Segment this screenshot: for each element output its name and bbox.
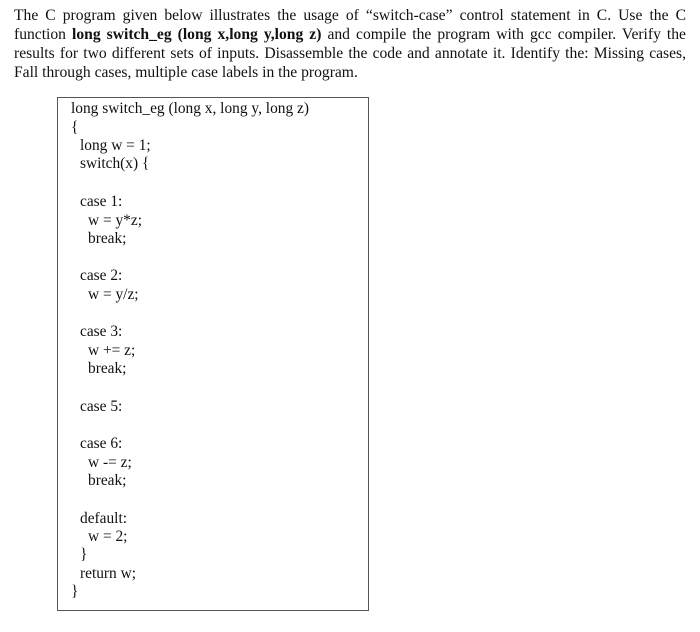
code-case3-break: break; <box>88 360 127 377</box>
code-switch-open: switch(x) { <box>80 155 150 172</box>
code-default-statement: w = 2; <box>88 528 128 545</box>
code-declaration: long w = 1; <box>80 137 151 154</box>
question-text <box>14 6 686 82</box>
code-case1-statement: w = y*z; <box>88 212 142 229</box>
code-listing-box <box>57 97 369 611</box>
code-function-signature: long switch_eg (long x, long y, long z) <box>71 100 309 117</box>
code-case1-break: break; <box>88 230 127 247</box>
code-return-statement: return w; <box>80 565 136 582</box>
code-case6-break: break; <box>88 472 127 489</box>
code-case3-statement: w += z; <box>88 342 136 359</box>
code-close-brace: } <box>71 583 79 600</box>
function-signature-bold: long switch_eg (long x,long y,long z) <box>72 26 322 43</box>
code-case2-statement: w = y/z; <box>88 286 139 303</box>
code-case6-statement: w -= z; <box>88 454 132 471</box>
question-rest: and compile the program with gcc compiler. Verify the results for two different sets of inputs. Disassemble the code and annotate it. Identify the: Missing cases, Fall through cases, multiple case labels in the program. <box>14 26 686 81</box>
code-case5-label: case 5: <box>80 398 123 415</box>
code-open-brace: { <box>71 119 79 136</box>
code-case6-label: case 6: <box>80 435 123 452</box>
code-switch-close: } <box>80 546 88 563</box>
code-case2-label: case 2: <box>80 267 123 284</box>
code-default-label: default: <box>80 510 128 527</box>
code-case3-label: case 3: <box>80 323 123 340</box>
question-intro: The C program given below illustrates the usage of “switch-case” control statement in C. Use the C function <box>14 7 686 43</box>
code-case1-label: case 1: <box>80 193 123 210</box>
